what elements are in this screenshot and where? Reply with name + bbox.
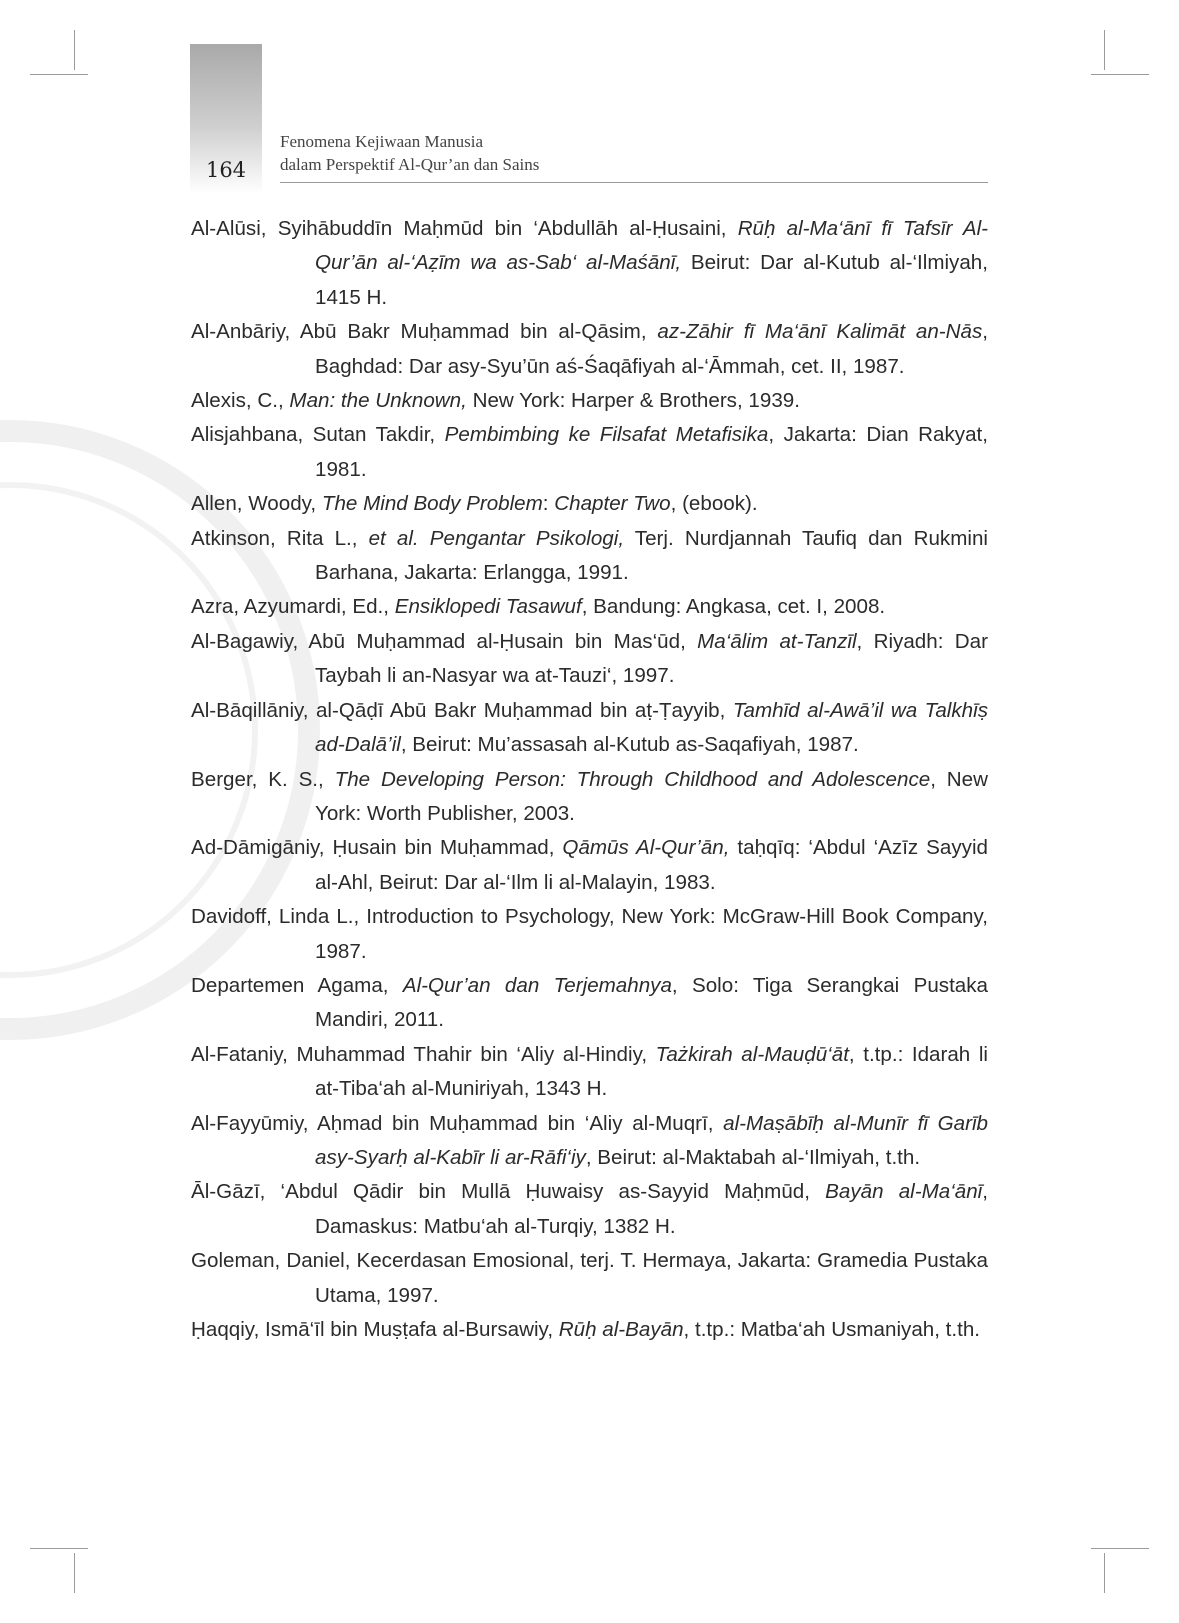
bibliography-entry: Al-Anbāriy, Abū Bakr Muḥammad bin al-Qāsim, az-Zāhir fī Ma‘ānī Kalimāt an-Nās, Baghdad: Dar asy-Syu’ūn aś-Śaqāfiyah al-‘Āmmah, cet. II, 1987. <box>191 320 988 378</box>
bibliography-entry: Allen, Woody, The Mind Body Problem: Chapter Two, (ebook). <box>191 492 758 516</box>
crop-mark <box>30 1548 88 1549</box>
crop-mark <box>1091 74 1149 75</box>
page-number: 164 <box>205 158 247 182</box>
bibliography-entry: Berger, K. S., The Developing Person: Through Childhood and Adolescence, New York: Worth Publisher, 2003. <box>191 767 988 825</box>
bibliography-entry: Atkinson, Rita L., et al. Pengantar Psikologi, Terj. Nurdjannah Taufiq dan Rukmini Barhana, Jakarta: Erlangga, 1991. <box>191 526 988 585</box>
bibliography-entry: Al-Alūsi, Syihābuddīn Maḥmūd bin ‘Abdullāh al-Ḥusaini, Rūḥ al-Ma‘ānī fī Tafsīr Al-Qur’ān al-‘Aẓīm wa as-Sab‘ al-Maśānī, Beirut: Dar al-Kutub al-‘Ilmiyah, 1415 H. <box>191 217 988 309</box>
bibliography-entry: Alexis, C., Man: the Unknown, New York: Harper & Brothers, 1939. <box>191 389 800 413</box>
crop-mark <box>1091 1548 1149 1549</box>
crop-mark <box>1104 1553 1105 1593</box>
header-rule <box>280 182 988 183</box>
running-title-line1: Fenomena Kejiwaan Manusia <box>280 132 483 151</box>
running-title-line2: dalam Perspektif Al-Qur’an dan Sains <box>280 155 540 174</box>
bibliography-entry: Alisjahbana, Sutan Takdir, Pembimbing ke Filsafat Metafisika, Jakarta: Dian Rakyat, 1981. <box>191 423 988 481</box>
bibliography-entry: Al-Fayyūmiy, Aḥmad bin Muḥammad bin ‘Aliy al-Muqrī, al-Maṣābīḥ al-Munīr fī Garīb asy-Syarḥ al-Kabīr li ar-Rāfi‘iy, Beirut: al-Maktabah al-‘Ilmiyah, t.th. <box>191 1111 988 1169</box>
crop-mark <box>30 74 88 75</box>
bibliography-entry: Ad-Dāmigāniy, Ḥusain bin Muḥammad, Qāmūs Al-Qur’ān, taḥqīq: ‘Abdul ‘Azīz Sayyid al-Ahl, Beirut: Dar al-‘Ilm li al-Malayin, 1983. <box>191 836 988 894</box>
bibliography-entry: Departemen Agama, Al-Qur’an dan Terjemahnya, Solo: Tiga Serangkai Pustaka Mandiri, 2011. <box>191 973 988 1032</box>
bibliography-entry: Goleman, Daniel, Kecerdasan Emosional, terj. T. Hermaya, Jakarta: Gramedia Pustaka Utama, 1997. <box>191 1249 988 1307</box>
bibliography-entry: Āl-Gāzī, ‘Abdul Qādir bin Mullā Ḥuwaisy as-Sayyid Maḥmūd, Bayān al-Ma‘ānī, Damaskus: Matbu‘ah al-Turqiy, 1382 H. <box>191 1180 988 1238</box>
bibliography-list <box>191 212 988 1347</box>
crop-mark <box>74 1553 75 1593</box>
bibliography-entry: Davidoff, Linda L., Introduction to Psychology, New York: McGraw-Hill Book Company, 1987. <box>191 905 988 963</box>
bibliography-entry: Al-Bāqillāniy, al-Qāḍī Abū Bakr Muḥammad bin aṭ-Ṭayyib, Tamhīd al-Awā’il wa Talkhīṣ ad-Dalā’il, Beirut: Mu’assasah al-Kutub as-Saqafiyah, 1987. <box>191 698 988 757</box>
crop-mark <box>74 30 75 70</box>
bibliography-entry: Azra, Azyumardi, Ed., Ensiklopedi Tasawuf, Bandung: Angkasa, cet. I, 2008. <box>191 595 886 619</box>
bibliography-entry: Al-Fataniy, Muhammad Thahir bin ‘Aliy al-Hindiy, Tażkirah al-Mauḍū‘āt, t.tp.: Idarah li at-Tiba‘ah al-Muniriyah, 1343 H. <box>191 1042 988 1101</box>
bibliography-entry: Al-Bagawiy, Abū Muḥammad al-Ḥusain bin Mas‘ūd, Ma‘ālim at-Tanzīl, Riyadh: Dar Taybah li an-Nasyar wa at-Tauzi‘, 1997. <box>191 629 988 688</box>
bibliography-entry: Ḥaqqiy, Ismā‘īl bin Muṣṭafa al-Bursawiy, Rūḥ al-Bayān, t.tp.: Matba‘ah Usmaniyah, t.th. <box>191 1318 981 1341</box>
crop-mark <box>1104 30 1105 70</box>
running-title <box>280 130 539 176</box>
